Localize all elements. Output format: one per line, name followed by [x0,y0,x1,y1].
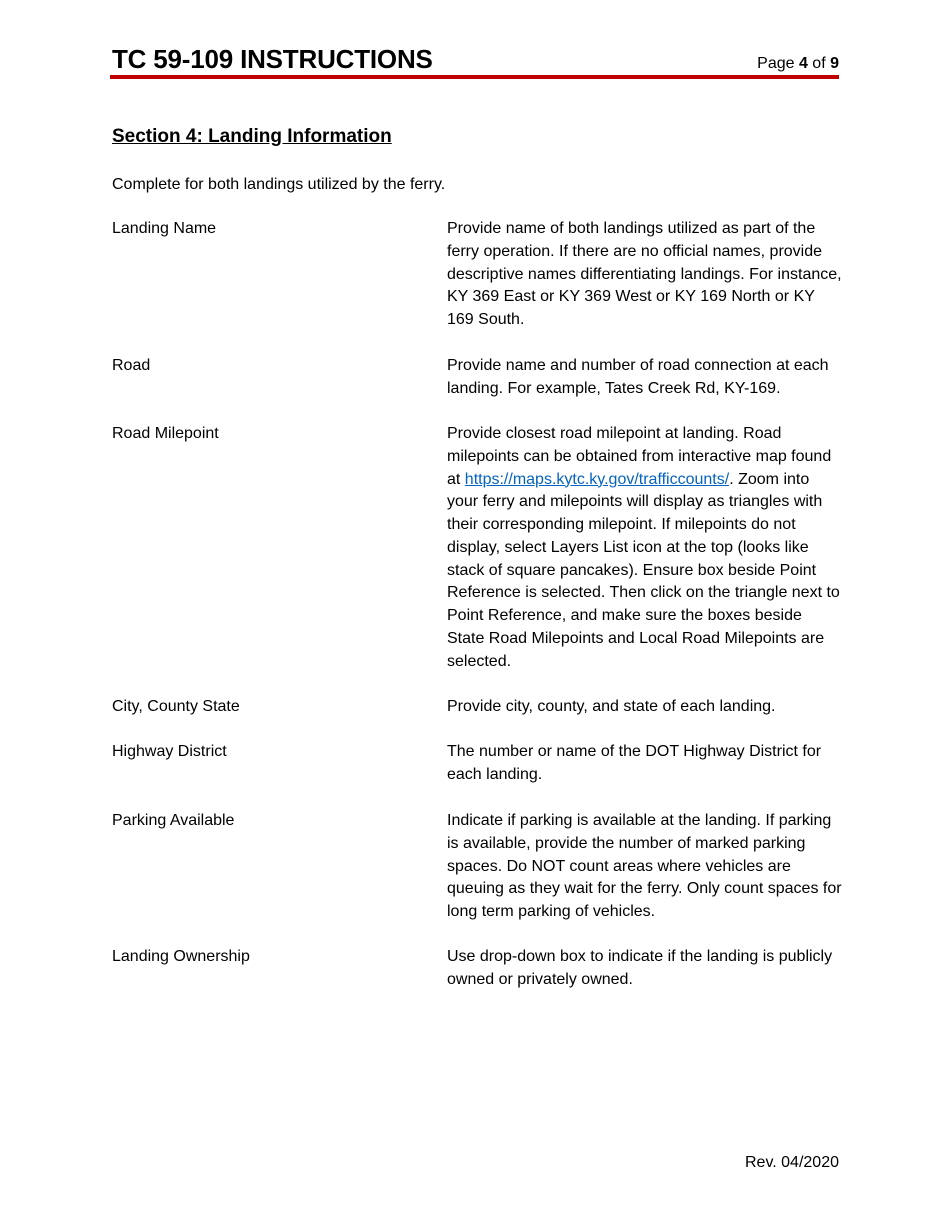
page-indicator [757,54,839,74]
section-intro: Complete for both landings utilized by the ferry. [112,176,446,193]
field-label: Parking Available [112,812,235,829]
field-label: City, County State [112,698,240,715]
field-label: Road [112,357,151,374]
field-description: Provide name of both landings utilized as part of the ferry operation. If there are no official names, provide descriptive names differentiating landings. For instance, KY 369 East or KY 369 West or KY 169 North or KY 169 South. [447,220,842,328]
field-description: The number or name of the DOT Highway District for each landing. [447,743,822,783]
revision-date: Rev. 04/2020 [745,1154,839,1171]
field-description: Use drop-down box to indicate if the landing is publicly owned or privately owned. [447,948,833,988]
field-description: Provide name and number of road connection at each landing. For example, Tates Creek Rd, KY-169. [447,357,829,397]
field-label: Highway District [112,743,227,760]
traffic-counts-map-link[interactable]: https://maps.kytc.ky.gov/trafficcounts/ [464,470,730,488]
description-after-link: . Zoom into your ferry and milepoints will display as triangles with their corresponding milepoint. If milepoints do not display, select Layers List icon at the top (looks like stack of square pancakes). Ensure box beside Point Reference is selected. Then click on the triangle next to Point Reference, and make sure the boxes beside State Road Milepoints and Local Road Milepoints are selected. [447,470,840,670]
page-header [112,44,839,74]
field-label: Road Milepoint [112,425,219,442]
page-prefix: Page [757,55,799,72]
page-current: 4 [798,55,808,72]
field-label: Landing Name [112,220,217,237]
field-description: Indicate if parking is available at the landing. If parking is available, provide the number of marked parking spaces. Do NOT count areas where vehicles are queuing as they wait for the ferry. Only count spaces for long term parking of vehicles. [447,812,842,920]
section-heading: Section 4: Landing Information [112,126,392,147]
field-label: Landing Ownership [112,948,250,965]
document-title: TC 59-109 INSTRUCTIONS [112,44,433,74]
page-total: 9 [830,55,839,72]
header-divider [110,75,839,79]
field-description: Provide city, county, and state of each landing. [447,698,776,715]
field-description [447,423,842,673]
page-of: of [807,55,831,72]
description-before-link: Provide closest road milepoint at landing. Road milepoints can be obtained from interactive map found at [447,425,832,488]
